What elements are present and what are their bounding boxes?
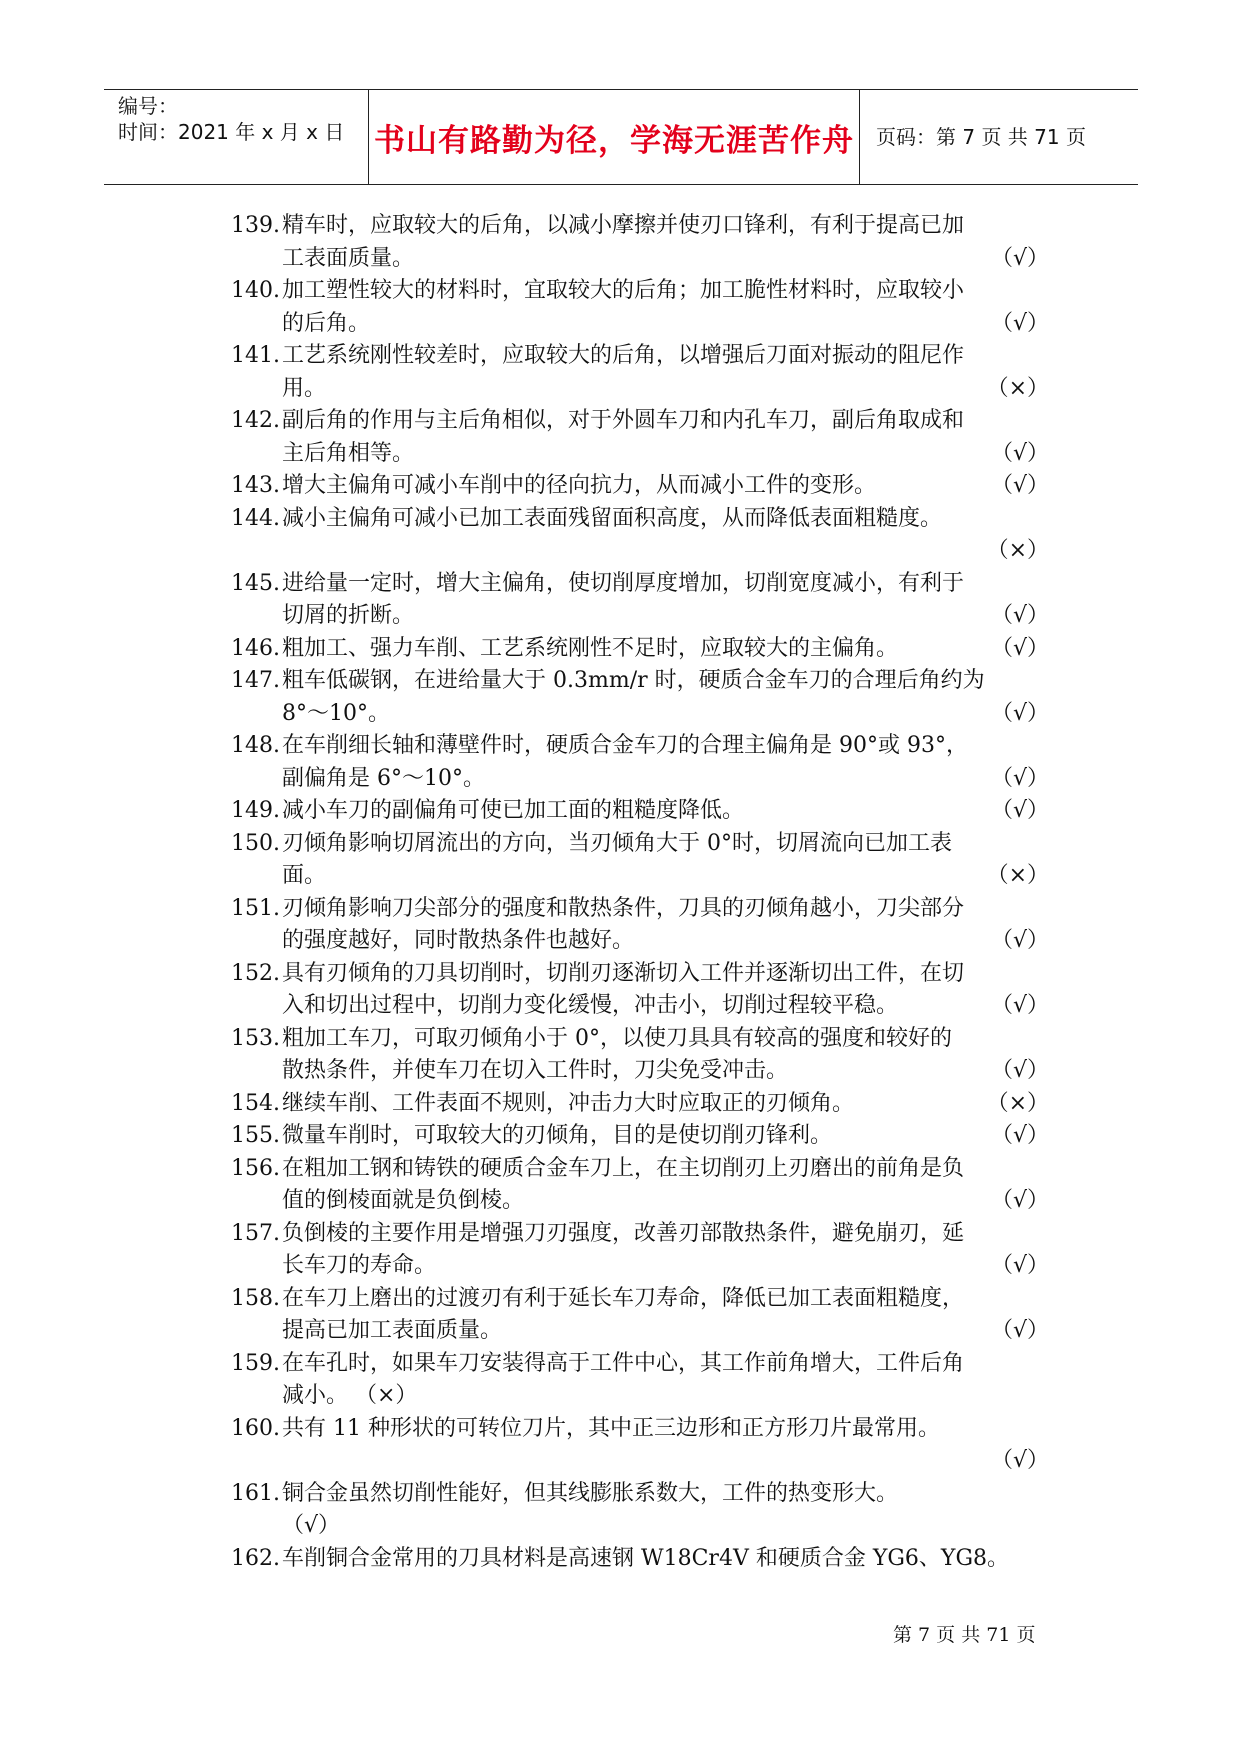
question-text-line: 工表面质量。 xyxy=(282,245,415,271)
header-page-label: 页码：第 7 页 共 71 页 xyxy=(876,125,1086,149)
question-item xyxy=(0,1089,1241,1119)
header-motto: 书山有路勤为径，学海无涯苦作舟 xyxy=(374,122,854,159)
question-text-line: 散热条件，并使车刀在切入工件时，刀尖免受冲击。 xyxy=(282,1058,789,1083)
answer-mark: （√） xyxy=(990,1253,1049,1278)
question-item xyxy=(0,1121,1241,1151)
header-center-cell xyxy=(369,90,860,184)
question-number: 143. xyxy=(231,473,280,498)
answer-mark: （√） xyxy=(990,1123,1049,1148)
question-text-line: 值的倒棱面就是负倒棱。 xyxy=(282,1188,525,1213)
document-time-label: 时间：2021 年 x 月 x 日 xyxy=(118,120,345,144)
question-number: 154. xyxy=(231,1090,280,1116)
question-text-line: 在车孔时，如果车刀安装得高于工件中心，其工作前角增大，工件后角 xyxy=(282,1350,965,1376)
question-text-line: 粗加工、强力车削、工艺系统刚性不足时，应取较大的主偏角。 xyxy=(282,635,899,661)
document-number-label: 编号： xyxy=(118,94,178,118)
question-continuation xyxy=(0,309,1241,339)
question-continuation xyxy=(0,536,1241,566)
question-text-line: 刃倾角影响刀尖部分的强度和散热条件，刀具的刃倾角越小，刀尖部分 xyxy=(282,895,965,921)
question-text-line: 面。 xyxy=(282,863,327,888)
question-item xyxy=(0,1349,1241,1379)
question-text-line: 在车刀上磨出的过渡刃有利于延长车刀寿命，降低已加工表面粗糙度， xyxy=(282,1285,965,1311)
answer-mark: （√） xyxy=(990,765,1049,791)
question-number: 141. xyxy=(231,343,280,368)
question-number: 155. xyxy=(231,1123,280,1148)
question-item xyxy=(0,1284,1241,1314)
question-text-line: 刃倾角影响切屑流出的方向，当刃倾角大于 0°时，切屑流向已加工表 xyxy=(282,830,952,856)
question-text-line: 铜合金虽然切削性能好，但其线膨胀系数大，工件的热变形大。 xyxy=(282,1480,899,1506)
question-item xyxy=(0,1154,1241,1184)
answer-mark: （√） xyxy=(990,798,1049,823)
question-text-line: 8°～10°。 xyxy=(282,700,390,726)
question-item xyxy=(0,1479,1241,1509)
question-item xyxy=(0,341,1241,371)
answer-mark: （√） xyxy=(990,1448,1049,1473)
question-number: 151. xyxy=(231,895,280,921)
question-number: 142. xyxy=(231,408,280,433)
question-text-line: 副偏角是 6°～10°。 xyxy=(282,765,485,791)
question-text-line: 在车削细长轴和薄壁件时，硬质合金车刀的合理主偏角是 90°或 93°， xyxy=(282,733,968,758)
question-continuation xyxy=(0,861,1241,891)
question-text-line: 入和切出过程中，切削力变化缓慢，冲击小，切削过程较平稳。 xyxy=(282,993,899,1018)
page-footer: 第 7 页 共 71 页 xyxy=(893,1624,1036,1646)
question-text-line: 继续车削、工件表面不规则，冲击力大时应取正的刃倾角。 xyxy=(282,1090,855,1116)
question-text-line: 加工塑性较大的材料时，宜取较大的后角；加工脆性材料时，应取较小 xyxy=(282,278,965,303)
question-continuation xyxy=(0,1186,1241,1216)
question-continuation xyxy=(0,1251,1241,1281)
answer-mark: （√） xyxy=(990,1188,1049,1213)
question-number: 145. xyxy=(231,570,280,596)
question-continuation xyxy=(0,764,1241,794)
question-number: 162. xyxy=(231,1545,280,1571)
question-number: 156. xyxy=(231,1155,280,1181)
question-item xyxy=(0,1414,1241,1444)
question-text-line: 副后角的作用与主后角相似，对于外圆车刀和内孔车刀，副后角取成和 xyxy=(282,408,965,433)
question-item xyxy=(0,666,1241,696)
answer-mark: （√） xyxy=(990,473,1049,498)
question-text-line: 提高已加工表面质量。 xyxy=(282,1318,503,1343)
question-text-line: 主后角相等。 xyxy=(282,440,415,466)
question-item xyxy=(0,1219,1241,1249)
answer-mark: （√） xyxy=(990,440,1049,466)
question-number: 149. xyxy=(231,798,280,823)
question-number: 147. xyxy=(231,668,280,693)
question-text-line: 精车时，应取较大的后角，以减小摩擦并使刃口锋利，有利于提高已加 xyxy=(282,213,965,238)
question-text-line: 用。 xyxy=(282,375,327,401)
question-number: 150. xyxy=(231,830,280,856)
question-item xyxy=(0,276,1241,306)
question-continuation xyxy=(0,926,1241,956)
page-header xyxy=(104,89,1138,185)
question-text-line: 切屑的折断。 xyxy=(282,603,415,628)
question-text-line: 工艺系统刚性较差时，应取较大的后角，以增强后刀面对振动的阻尼作 xyxy=(282,343,965,368)
question-number: 153. xyxy=(231,1025,280,1051)
question-number: 160. xyxy=(231,1415,280,1441)
question-number: 148. xyxy=(231,733,280,758)
question-number: 144. xyxy=(231,505,280,531)
answer-mark: （√） xyxy=(990,928,1049,953)
question-continuation xyxy=(0,244,1241,274)
question-item xyxy=(0,406,1241,436)
question-number: 158. xyxy=(231,1285,280,1311)
question-number: 159. xyxy=(231,1350,280,1376)
question-item xyxy=(0,796,1241,826)
question-text-line: 的强度越好，同时散热条件也越好。 xyxy=(282,928,635,953)
answer-mark: （√） xyxy=(990,635,1049,661)
question-item xyxy=(0,504,1241,534)
question-text-line: （√） xyxy=(282,1513,341,1538)
question-item xyxy=(0,731,1241,761)
question-text-line: 具有刃倾角的刀具切削时，切削刃逐渐切入工件并逐渐切出工件，在切 xyxy=(282,960,965,986)
question-continuation xyxy=(0,1056,1241,1086)
question-number: 146. xyxy=(231,635,280,661)
question-text-line: 在粗加工钢和铸铁的硬质合金车刀上，在主切削刃上刃磨出的前角是负 xyxy=(282,1155,965,1181)
question-number: 161. xyxy=(231,1480,280,1506)
question-continuation xyxy=(0,991,1241,1021)
question-text-line: 增大主偏角可减小车削中的径向抗力，从而减小工件的变形。 xyxy=(282,473,877,498)
answer-mark: （√） xyxy=(990,603,1049,628)
header-right-cell xyxy=(860,90,1138,184)
question-item xyxy=(0,894,1241,924)
question-item xyxy=(0,829,1241,859)
question-item xyxy=(0,1544,1241,1574)
question-text-line: 粗车低碳钢，在进给量大于 0.3mm/r 时，硬质合金车刀的合理后角约为 xyxy=(282,668,985,693)
question-item xyxy=(0,634,1241,664)
question-text-line: 减小车刀的副偏角可使已加工面的粗糙度降低。 xyxy=(282,798,745,823)
question-item xyxy=(0,471,1241,501)
question-text-line: 的后角。 xyxy=(282,310,371,336)
question-item xyxy=(0,959,1241,989)
question-text-line: 长车刀的寿命。 xyxy=(282,1253,437,1278)
answer-mark: （√） xyxy=(990,1058,1049,1083)
question-continuation xyxy=(0,1511,1241,1541)
question-text-line: 负倒棱的主要作用是增强刀刃强度，改善刃部散热条件，避免崩刃，延 xyxy=(282,1220,965,1246)
answer-mark: （×） xyxy=(986,1090,1049,1116)
answer-mark: （×） xyxy=(986,375,1049,401)
question-continuation xyxy=(0,601,1241,631)
question-text-line: 进给量一定时，增大主偏角，使切削厚度增加，切削宽度减小，有利于 xyxy=(282,570,965,596)
question-number: 140. xyxy=(231,278,280,303)
question-continuation xyxy=(0,1446,1241,1476)
question-text-line: 共有 11 种形状的可转位刀片，其中正三边形和正方形刀片最常用。 xyxy=(282,1415,940,1441)
question-continuation xyxy=(0,1316,1241,1346)
question-text-line: 车削铜合金常用的刀具材料是高速钢 W18Cr4V 和硬质合金 YG6、YG8。 xyxy=(282,1545,1010,1571)
question-text-line: 减小。 （×） xyxy=(282,1383,418,1408)
question-text-line: 减小主偏角可减小已加工表面残留面积高度，从而降低表面粗糙度。 xyxy=(282,505,943,531)
question-number: 139. xyxy=(231,213,280,238)
question-continuation xyxy=(0,439,1241,469)
question-item xyxy=(0,569,1241,599)
question-item xyxy=(0,211,1241,241)
question-number: 152. xyxy=(231,960,280,986)
header-left-cell xyxy=(104,90,369,184)
answer-mark: （√） xyxy=(990,700,1049,726)
answer-mark: （√） xyxy=(990,993,1049,1018)
answer-mark: （√） xyxy=(990,1318,1049,1343)
answer-mark: （×） xyxy=(986,538,1049,563)
answer-mark: （√） xyxy=(990,245,1049,271)
question-text-line: 微量车削时，可取较大的刃倾角，目的是使切削刃锋利。 xyxy=(282,1123,833,1148)
answer-mark: （×） xyxy=(986,863,1049,888)
question-continuation xyxy=(0,374,1241,404)
question-continuation xyxy=(0,1381,1241,1411)
question-text-line: 粗加工车刀，可取刃倾角小于 0°，以使刀具具有较高的强度和较好的 xyxy=(282,1025,952,1051)
question-item xyxy=(0,1024,1241,1054)
question-number: 157. xyxy=(231,1220,280,1246)
answer-mark: （√） xyxy=(990,310,1049,336)
question-continuation xyxy=(0,699,1241,729)
